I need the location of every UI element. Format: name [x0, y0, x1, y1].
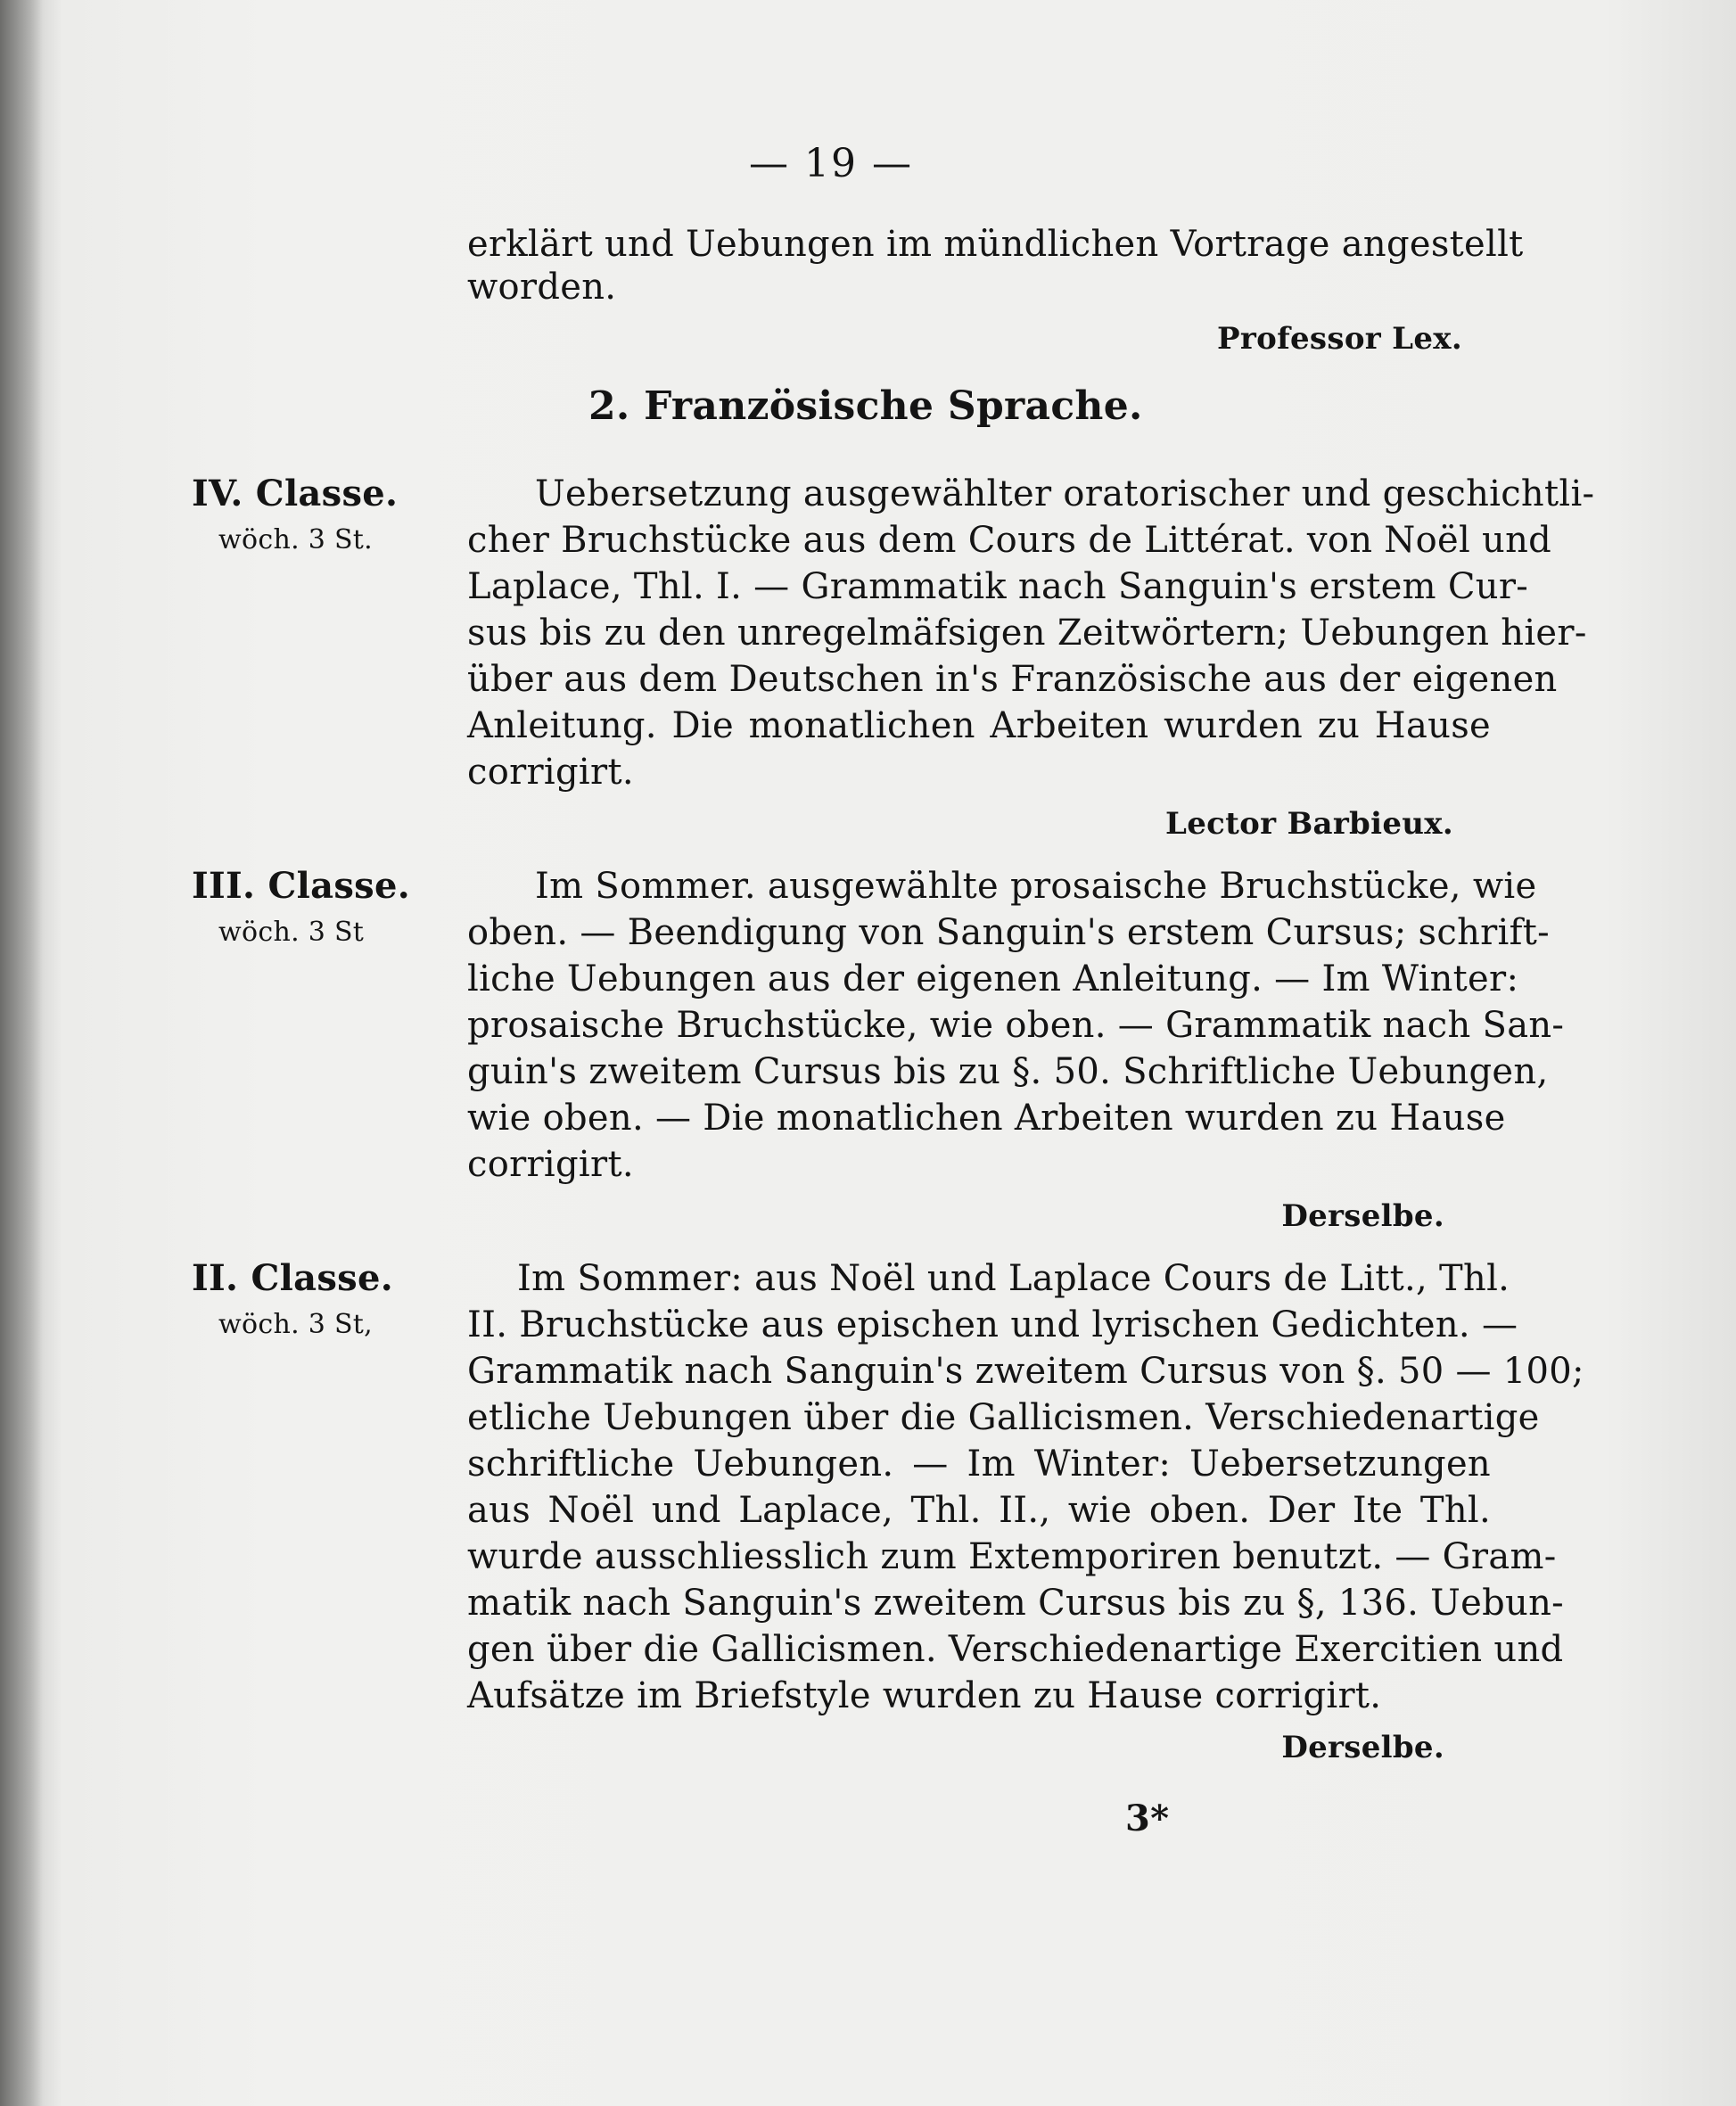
signature-mark: 3* [1125, 1798, 1170, 1839]
class-label: IV. Classe. [192, 473, 399, 514]
intro-signature: Professor Lex. [1217, 321, 1462, 357]
class-text-line: etliche Uebungen über die Gallicismen. Verschiedenartige [467, 1397, 1540, 1438]
class-text-line: matik nach Sanguin's zweitem Cursus bis zu §, 136. Uebun- [467, 1583, 1564, 1624]
intro-line: erklärt und Uebungen im mündlichen Vortrage angestellt [467, 224, 1524, 265]
class-text-line: prosaische Bruchstücke, wie oben. — Grammatik nach San- [467, 1005, 1565, 1046]
class-label: III. Classe. [192, 865, 410, 907]
class-label: II. Classe. [192, 1257, 393, 1299]
class-text-line: Im Sommer. ausgewählte prosaische Bruchstücke, wie [535, 866, 1537, 907]
class-text-line: über aus dem Deutschen in's Französische aus der eigenen [467, 659, 1558, 700]
class-text-line: corrigirt. [467, 1144, 634, 1185]
class-signature: Derselbe. [1281, 1730, 1444, 1765]
class-hours: wöch. 3 St [218, 917, 365, 948]
class-text-line: wie oben. — Die monatlichen Arbeiten wurden zu Hause [467, 1098, 1506, 1139]
class-hours: wöch. 3 St, [218, 1309, 374, 1340]
intro-line: worden. [467, 267, 617, 308]
class-text-line: Aufsätze im Briefstyle wurden zu Hause corrigirt. [467, 1675, 1382, 1716]
class-text-line: Im Sommer: aus Noël und Laplace Cours de Litt., Thl. [517, 1258, 1510, 1299]
class-text-line: schriftliche Uebungen. — Im Winter: Uebersetzungen [467, 1444, 1491, 1485]
class-hours: wöch. 3 St. [218, 524, 374, 555]
class-text-line: cher Bruchstücke aus dem Cours de Littérat. von Noël und [467, 520, 1552, 561]
section-heading: 2. Französische Sprache. [588, 383, 1143, 429]
page-number: — 19 — [749, 141, 913, 186]
class-text-line: aus Noël und Laplace, Thl. II., wie oben. Der Ite Thl. [467, 1490, 1491, 1531]
class-text-line: II. Bruchstücke aus epischen und lyrischen Gedichten. — [467, 1304, 1518, 1345]
class-text-line: corrigirt. [467, 752, 634, 793]
class-text-line: Uebersetzung ausgewählter oratorischer und geschichtli- [535, 473, 1595, 514]
class-text-line: Grammatik nach Sanguin's zweitem Cursus von §. 50 — 100; [467, 1351, 1584, 1392]
class-text-line: Laplace, Thl. I. — Grammatik nach Sanguin's erstem Cur- [467, 566, 1529, 607]
class-text-line: wurde ausschliesslich zum Extemporiren benutzt. — Gram- [467, 1536, 1557, 1577]
class-signature: Derselbe. [1281, 1198, 1444, 1234]
class-text-line: Anleitung. Die monatlichen Arbeiten wurden zu Hause [467, 705, 1491, 746]
class-signature: Lector Barbieux. [1164, 806, 1453, 842]
class-text-line: guin's zweitem Cursus bis zu §. 50. Schriftliche Uebungen, [467, 1051, 1549, 1092]
class-text-line: oben. — Beendigung von Sanguin's erstem Cursus; schrift- [467, 912, 1550, 953]
class-text-line: gen über die Gallicismen. Verschiedenartige Exercitien und [467, 1629, 1564, 1670]
class-text-line: sus bis zu den unregelmäfsigen Zeitwörtern; Uebungen hier- [467, 613, 1587, 654]
class-text-line: liche Uebungen aus der eigenen Anleitung. — Im Winter: [467, 958, 1519, 1000]
